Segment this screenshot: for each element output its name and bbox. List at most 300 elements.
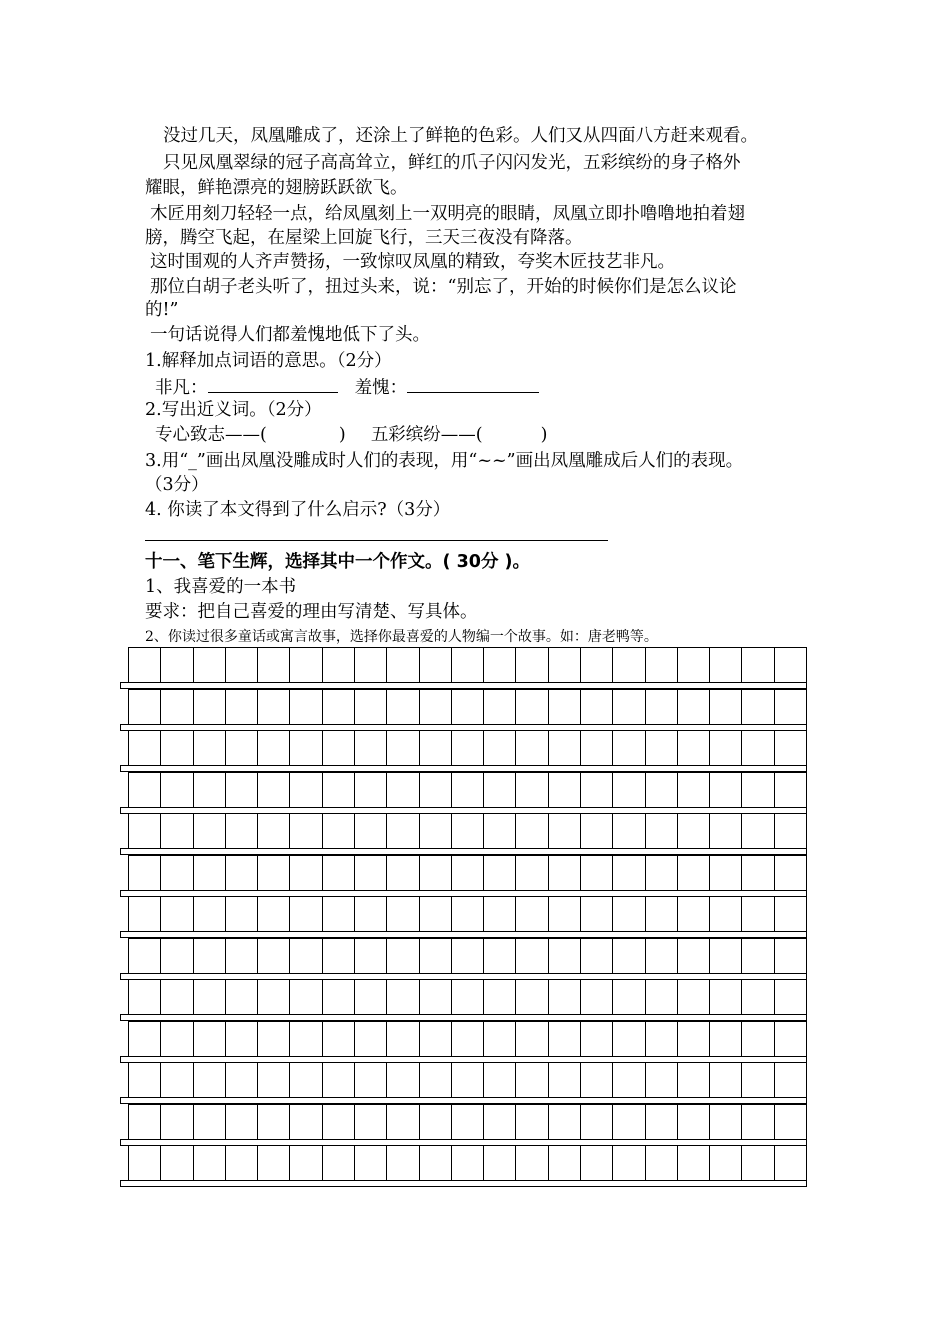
grid-cell[interactable] [709,1145,742,1181]
grid-cell[interactable] [483,1145,516,1181]
grid-cell[interactable] [160,896,193,932]
grid-cell[interactable] [386,938,419,974]
grid-cell[interactable] [354,979,387,1015]
grid-cell[interactable] [548,979,581,1015]
grid-cell[interactable] [515,938,548,974]
grid-cell[interactable] [289,1062,322,1098]
grid-cell[interactable] [386,813,419,849]
grid-cell[interactable] [128,1145,161,1181]
grid-cell[interactable] [774,938,807,974]
grid-cell[interactable] [741,1104,774,1140]
question-2-answers [155,423,547,447]
grid-cell[interactable] [386,979,419,1015]
grid-cell[interactable] [483,1021,516,1057]
grid-cell[interactable] [677,1021,710,1057]
grid-cell[interactable] [741,730,774,766]
grid-cell[interactable] [515,979,548,1015]
grid-cell[interactable] [580,1145,613,1181]
grid-cell[interactable] [160,1145,193,1181]
grid-cell[interactable] [612,1145,645,1181]
grid-cell[interactable] [322,1145,355,1181]
grid-cell[interactable] [289,979,322,1015]
grid-cell[interactable] [483,772,516,808]
grid-cell[interactable] [289,896,322,932]
grid-cell[interactable] [451,813,484,849]
grid-cell[interactable] [193,772,226,808]
grid-cell[interactable] [580,689,613,725]
grid-cell[interactable] [483,813,516,849]
grid-cell[interactable] [515,647,548,683]
grid-cell[interactable] [580,1062,613,1098]
grid-cell[interactable] [709,1104,742,1140]
grid-cell[interactable] [677,1062,710,1098]
grid-cell[interactable] [322,1104,355,1140]
grid-cell[interactable] [354,813,387,849]
grid-cell[interactable] [419,1021,452,1057]
question-1-answers [155,374,539,400]
grid-cell[interactable] [128,1021,161,1057]
grid-cell[interactable] [677,855,710,891]
grid-cell[interactable] [289,1145,322,1181]
grid-cell[interactable] [483,1104,516,1140]
grid-cell[interactable] [225,647,258,683]
grid-cell[interactable] [160,1062,193,1098]
grid-cell[interactable] [160,1104,193,1140]
passage-line-1: 没过几天，凤凰雕成了，还涂上了鲜艳的色彩。人们又从四面八方赶来观看。 [163,126,758,146]
grid-cell[interactable] [225,979,258,1015]
xiukui-answer-blank[interactable] [407,374,539,393]
grid-cell[interactable] [645,1104,678,1140]
grid-cell[interactable] [160,730,193,766]
grid-cell[interactable] [645,730,678,766]
grid-cell[interactable] [225,813,258,849]
grid-cell[interactable] [645,689,678,725]
grid-cell[interactable] [354,1062,387,1098]
grid-cell[interactable] [322,772,355,808]
grid-cell[interactable] [774,979,807,1015]
grid-cell[interactable] [451,896,484,932]
grid-cell[interactable] [160,813,193,849]
grid-cell[interactable] [515,772,548,808]
grid-cell[interactable] [741,647,774,683]
grid-cell[interactable] [741,1062,774,1098]
grid-cell[interactable] [419,896,452,932]
grid-cell[interactable] [774,855,807,891]
grid-cell[interactable] [257,813,290,849]
composition-topic-1: 1、我喜爱的一本书 [145,577,297,597]
grid-cell[interactable] [451,1104,484,1140]
grid-cell[interactable] [386,647,419,683]
q3-text-a: 3.用“ [145,451,189,471]
grid-cell[interactable] [709,647,742,683]
grid-cell[interactable] [386,855,419,891]
grid-cell[interactable] [483,689,516,725]
grid-cell[interactable] [289,647,322,683]
grid-cell[interactable] [515,813,548,849]
grid-cell[interactable] [128,896,161,932]
grid-cell[interactable] [548,1062,581,1098]
grid-cell[interactable] [419,730,452,766]
word-feifan-label: 非凡： [155,378,208,398]
grid-cell[interactable] [709,979,742,1015]
grid-cell[interactable] [741,896,774,932]
grid-cell[interactable] [709,938,742,974]
grid-cell[interactable] [257,730,290,766]
grid-cell[interactable] [354,896,387,932]
grid-cell[interactable] [354,730,387,766]
grid-cell[interactable] [257,1062,290,1098]
grid-cell[interactable] [612,979,645,1015]
grid-cell[interactable] [128,730,161,766]
synonym-1-prompt: 专心致志——( [155,425,267,445]
grid-cell[interactable] [354,1104,387,1140]
grid-cell[interactable] [677,689,710,725]
grid-cell[interactable] [774,1104,807,1140]
grid-cell[interactable] [645,1021,678,1057]
grid-cell[interactable] [322,896,355,932]
grid-cell[interactable] [419,772,452,808]
composition-requirement: 要求：把自己喜爱的理由写清楚、写具体。 [145,602,478,622]
grid-cell[interactable] [741,938,774,974]
grid-cell[interactable] [193,1021,226,1057]
grid-cell[interactable] [515,855,548,891]
grid-cell[interactable] [774,689,807,725]
grid-cell[interactable] [225,896,258,932]
grid-cell[interactable] [645,1145,678,1181]
question-3-line-2: （3分） [145,475,209,495]
grid-cell[interactable] [386,689,419,725]
grid-cell[interactable] [354,772,387,808]
grid-cell[interactable] [322,938,355,974]
grid-cell[interactable] [257,855,290,891]
grid-cell[interactable] [128,1062,161,1098]
grid-cell[interactable] [354,938,387,974]
question-3-line-1 [145,449,743,473]
grid-cell[interactable] [741,813,774,849]
grid-cell[interactable] [225,689,258,725]
grid-cell[interactable] [483,938,516,974]
passage-line-6: 这时围观的人齐声赞扬，一致惊叹凤凰的精致，夸奖木匠技艺非凡。 [150,252,675,272]
grid-cell[interactable] [709,689,742,725]
grid-cell[interactable] [548,647,581,683]
grid-cell[interactable] [322,855,355,891]
grid-cell[interactable] [580,772,613,808]
section-11-heading: 十一、笔下生辉，选择其中一个作文。( 30分 )。 [145,552,531,572]
grid-cell[interactable] [677,1145,710,1181]
grid-cell[interactable] [741,979,774,1015]
grid-cell[interactable] [419,1145,452,1181]
grid-cell[interactable] [483,979,516,1015]
grid-cell[interactable] [322,1062,355,1098]
q3-text-b: ”画出凤凰没雕成时人们的表现，用“ [196,451,478,471]
grid-cell[interactable] [612,1021,645,1057]
grid-cell[interactable] [515,730,548,766]
grid-cell[interactable] [548,813,581,849]
grid-cell[interactable] [322,689,355,725]
grid-cell[interactable] [612,938,645,974]
grid-cell[interactable] [419,647,452,683]
grid-cell[interactable] [451,1062,484,1098]
grid-cell[interactable] [774,896,807,932]
grid-cell[interactable] [386,730,419,766]
grid-cell[interactable] [580,938,613,974]
grid-cell[interactable] [645,938,678,974]
grid-cell[interactable] [580,647,613,683]
grid-cell[interactable] [289,855,322,891]
grid-cell[interactable] [580,730,613,766]
grid-cell[interactable] [548,896,581,932]
grid-cell[interactable] [612,689,645,725]
grid-cell[interactable] [451,855,484,891]
synonym-1-close: ) [338,425,346,445]
grid-cell[interactable] [419,689,452,725]
grid-cell[interactable] [419,979,452,1015]
grid-cell[interactable] [709,730,742,766]
grid-cell[interactable] [709,896,742,932]
grid-cell[interactable] [193,813,226,849]
grid-cell[interactable] [128,979,161,1015]
grid-cell[interactable] [451,1021,484,1057]
grid-cell[interactable] [193,855,226,891]
grid-cell[interactable] [580,896,613,932]
grid-cell[interactable] [419,938,452,974]
grid-cell[interactable] [741,772,774,808]
grid-cell[interactable] [645,813,678,849]
grid-cell[interactable] [741,689,774,725]
grid-cell[interactable] [128,813,161,849]
grid-cell[interactable] [193,1104,226,1140]
grid-cell[interactable] [322,730,355,766]
grid-cell[interactable] [160,855,193,891]
composition-topic-2: 2、你读过很多童话或寓言故事，选择你最喜爱的人物编一个故事。如：唐老鸭等。 [145,629,658,645]
synonym-2-close: ) [540,425,548,445]
grid-cell[interactable] [451,647,484,683]
grid-cell[interactable] [774,730,807,766]
grid-cell[interactable] [225,1104,258,1140]
grid-cell[interactable] [257,1104,290,1140]
grid-cell[interactable] [483,896,516,932]
grid-cell[interactable] [677,647,710,683]
grid-cell[interactable] [612,896,645,932]
grid-cell[interactable] [548,938,581,974]
grid-cell[interactable] [451,1145,484,1181]
grid-cell[interactable] [386,1104,419,1140]
grid-cell[interactable] [774,1145,807,1181]
grid-cell[interactable] [709,1062,742,1098]
grid-cell[interactable] [709,813,742,849]
grid-cell[interactable] [225,855,258,891]
grid-cell[interactable] [386,1062,419,1098]
grid-cell[interactable] [225,1145,258,1181]
grid-cell[interactable] [257,647,290,683]
grid-cell[interactable] [548,1021,581,1057]
grid-cell[interactable] [322,979,355,1015]
grid-cell[interactable] [257,1145,290,1181]
grid-cell[interactable] [193,979,226,1015]
grid-cell[interactable] [193,730,226,766]
grid-cell[interactable] [354,1021,387,1057]
grid-cell[interactable] [354,1145,387,1181]
grid-cell[interactable] [677,979,710,1015]
grid-cell[interactable] [193,1145,226,1181]
grid-cell[interactable] [289,772,322,808]
grid-cell[interactable] [419,813,452,849]
grid-cell[interactable] [612,647,645,683]
grid-cell[interactable] [451,730,484,766]
grid-cell[interactable] [193,1062,226,1098]
grid-cell[interactable] [515,1145,548,1181]
grid-cell[interactable] [160,979,193,1015]
grid-cell[interactable] [257,772,290,808]
grid-cell[interactable] [515,689,548,725]
grid-cell[interactable] [548,1145,581,1181]
grid-cell[interactable] [774,772,807,808]
grid-cell[interactable] [645,855,678,891]
grid-cell[interactable] [580,979,613,1015]
grid-cell[interactable] [515,1104,548,1140]
passage-line-2: 只见凤凰翠绿的冠子高高耸立，鲜红的爪子闪闪发光，五彩缤纷的身子格外 [163,153,741,173]
grid-cell[interactable] [225,1062,258,1098]
grid-cell[interactable] [709,772,742,808]
grid-cell[interactable] [354,647,387,683]
feifan-answer-blank[interactable] [208,374,338,393]
grid-cell[interactable] [289,730,322,766]
grid-cell[interactable] [257,896,290,932]
grid-cell[interactable] [289,938,322,974]
grid-cell[interactable] [128,1104,161,1140]
grid-cell[interactable] [483,730,516,766]
grid-cell[interactable] [419,855,452,891]
grid-cell[interactable] [774,813,807,849]
grid-cell[interactable] [289,1021,322,1057]
grid-cell[interactable] [193,647,226,683]
grid-cell[interactable] [160,938,193,974]
grid-cell[interactable] [225,772,258,808]
grid-cell[interactable] [612,813,645,849]
grid-cell[interactable] [774,1062,807,1098]
grid-cell[interactable] [160,1021,193,1057]
grid-cell[interactable] [128,772,161,808]
grid-cell[interactable] [677,938,710,974]
grid-cell[interactable] [709,1021,742,1057]
grid-cell[interactable] [451,938,484,974]
grid-cell[interactable] [774,647,807,683]
grid-cell[interactable] [741,855,774,891]
grid-cell[interactable] [386,1021,419,1057]
grid-cell[interactable] [580,813,613,849]
grid-cell[interactable] [677,813,710,849]
grid-cell[interactable] [451,689,484,725]
grid-cell[interactable] [612,1062,645,1098]
grid-cell[interactable] [257,1021,290,1057]
grid-cell[interactable] [515,1062,548,1098]
grid-cell[interactable] [160,647,193,683]
grid-cell[interactable] [128,855,161,891]
grid-cell[interactable] [419,1062,452,1098]
grid-cell[interactable] [128,938,161,974]
passage-line-4: 木匠用刻刀轻轻一点，给凤凰刻上一双明亮的眼睛，凤凰立即扑噜噜地拍着翅 [150,204,745,224]
grid-cell[interactable] [580,1021,613,1057]
question-4-answer-line[interactable] [145,540,608,541]
grid-cell[interactable] [645,896,678,932]
grid-cell[interactable] [645,1062,678,1098]
grid-cell[interactable] [225,730,258,766]
grid-cell[interactable] [193,896,226,932]
grid-cell[interactable] [386,896,419,932]
grid-cell[interactable] [645,647,678,683]
grid-cell[interactable] [160,689,193,725]
grid-cell[interactable] [419,1104,452,1140]
grid-cell[interactable] [322,813,355,849]
grid-cell[interactable] [548,730,581,766]
grid-cell[interactable] [548,689,581,725]
word-xiukui-label: 羞愧： [354,378,408,398]
grid-cell[interactable] [451,772,484,808]
grid-cell[interactable] [128,689,161,725]
grid-cell[interactable] [741,1021,774,1057]
grid-cell[interactable] [548,772,581,808]
grid-cell[interactable] [580,855,613,891]
grid-cell[interactable] [580,1104,613,1140]
grid-cell[interactable] [354,689,387,725]
grid-cell[interactable] [645,979,678,1015]
grid-cell[interactable] [483,647,516,683]
grid-cell[interactable] [451,979,484,1015]
grid-cell[interactable] [386,1145,419,1181]
grid-cell[interactable] [483,1062,516,1098]
grid-cell[interactable] [160,772,193,808]
grid-cell[interactable] [612,855,645,891]
grid-cell[interactable] [257,938,290,974]
grid-cell[interactable] [128,647,161,683]
grid-cell[interactable] [548,1104,581,1140]
grid-cell[interactable] [354,855,387,891]
grid-cell[interactable] [289,1104,322,1140]
grid-cell[interactable] [515,1021,548,1057]
grid-cell[interactable] [289,689,322,725]
grid-cell[interactable] [515,896,548,932]
grid-cell[interactable] [677,730,710,766]
grid-cell[interactable] [225,1021,258,1057]
grid-cell[interactable] [612,772,645,808]
grid-cell[interactable] [257,979,290,1015]
grid-cell[interactable] [322,1021,355,1057]
grid-cell[interactable] [677,1104,710,1140]
grid-cell[interactable] [741,1145,774,1181]
grid-cell[interactable] [322,647,355,683]
passage-line-3: 耀眼，鲜艳漂亮的翅膀跃跃欲飞。 [145,178,408,198]
grid-cell[interactable] [548,855,581,891]
grid-cell[interactable] [257,689,290,725]
grid-cell[interactable] [225,938,258,974]
grid-cell[interactable] [645,772,678,808]
grid-cell[interactable] [289,813,322,849]
grid-cell[interactable] [774,1021,807,1057]
grid-cell[interactable] [386,772,419,808]
grid-cell[interactable] [677,896,710,932]
grid-cell[interactable] [193,938,226,974]
grid-cell[interactable] [709,855,742,891]
grid-cell[interactable] [677,772,710,808]
question-1-title: 1.解释加点词语的意思。（2分） [145,351,392,371]
question-4-title: 4. 你读了本文得到了什么启示?（3分） [145,500,451,520]
q3-text-c: ”画出凤凰雕成后人们的表现。 [506,451,744,471]
question-2-title: 2.写出近义词。（2分） [145,400,322,420]
grid-cell[interactable] [612,1104,645,1140]
grid-cell[interactable] [193,689,226,725]
grid-cell[interactable] [612,730,645,766]
grid-cell[interactable] [483,855,516,891]
